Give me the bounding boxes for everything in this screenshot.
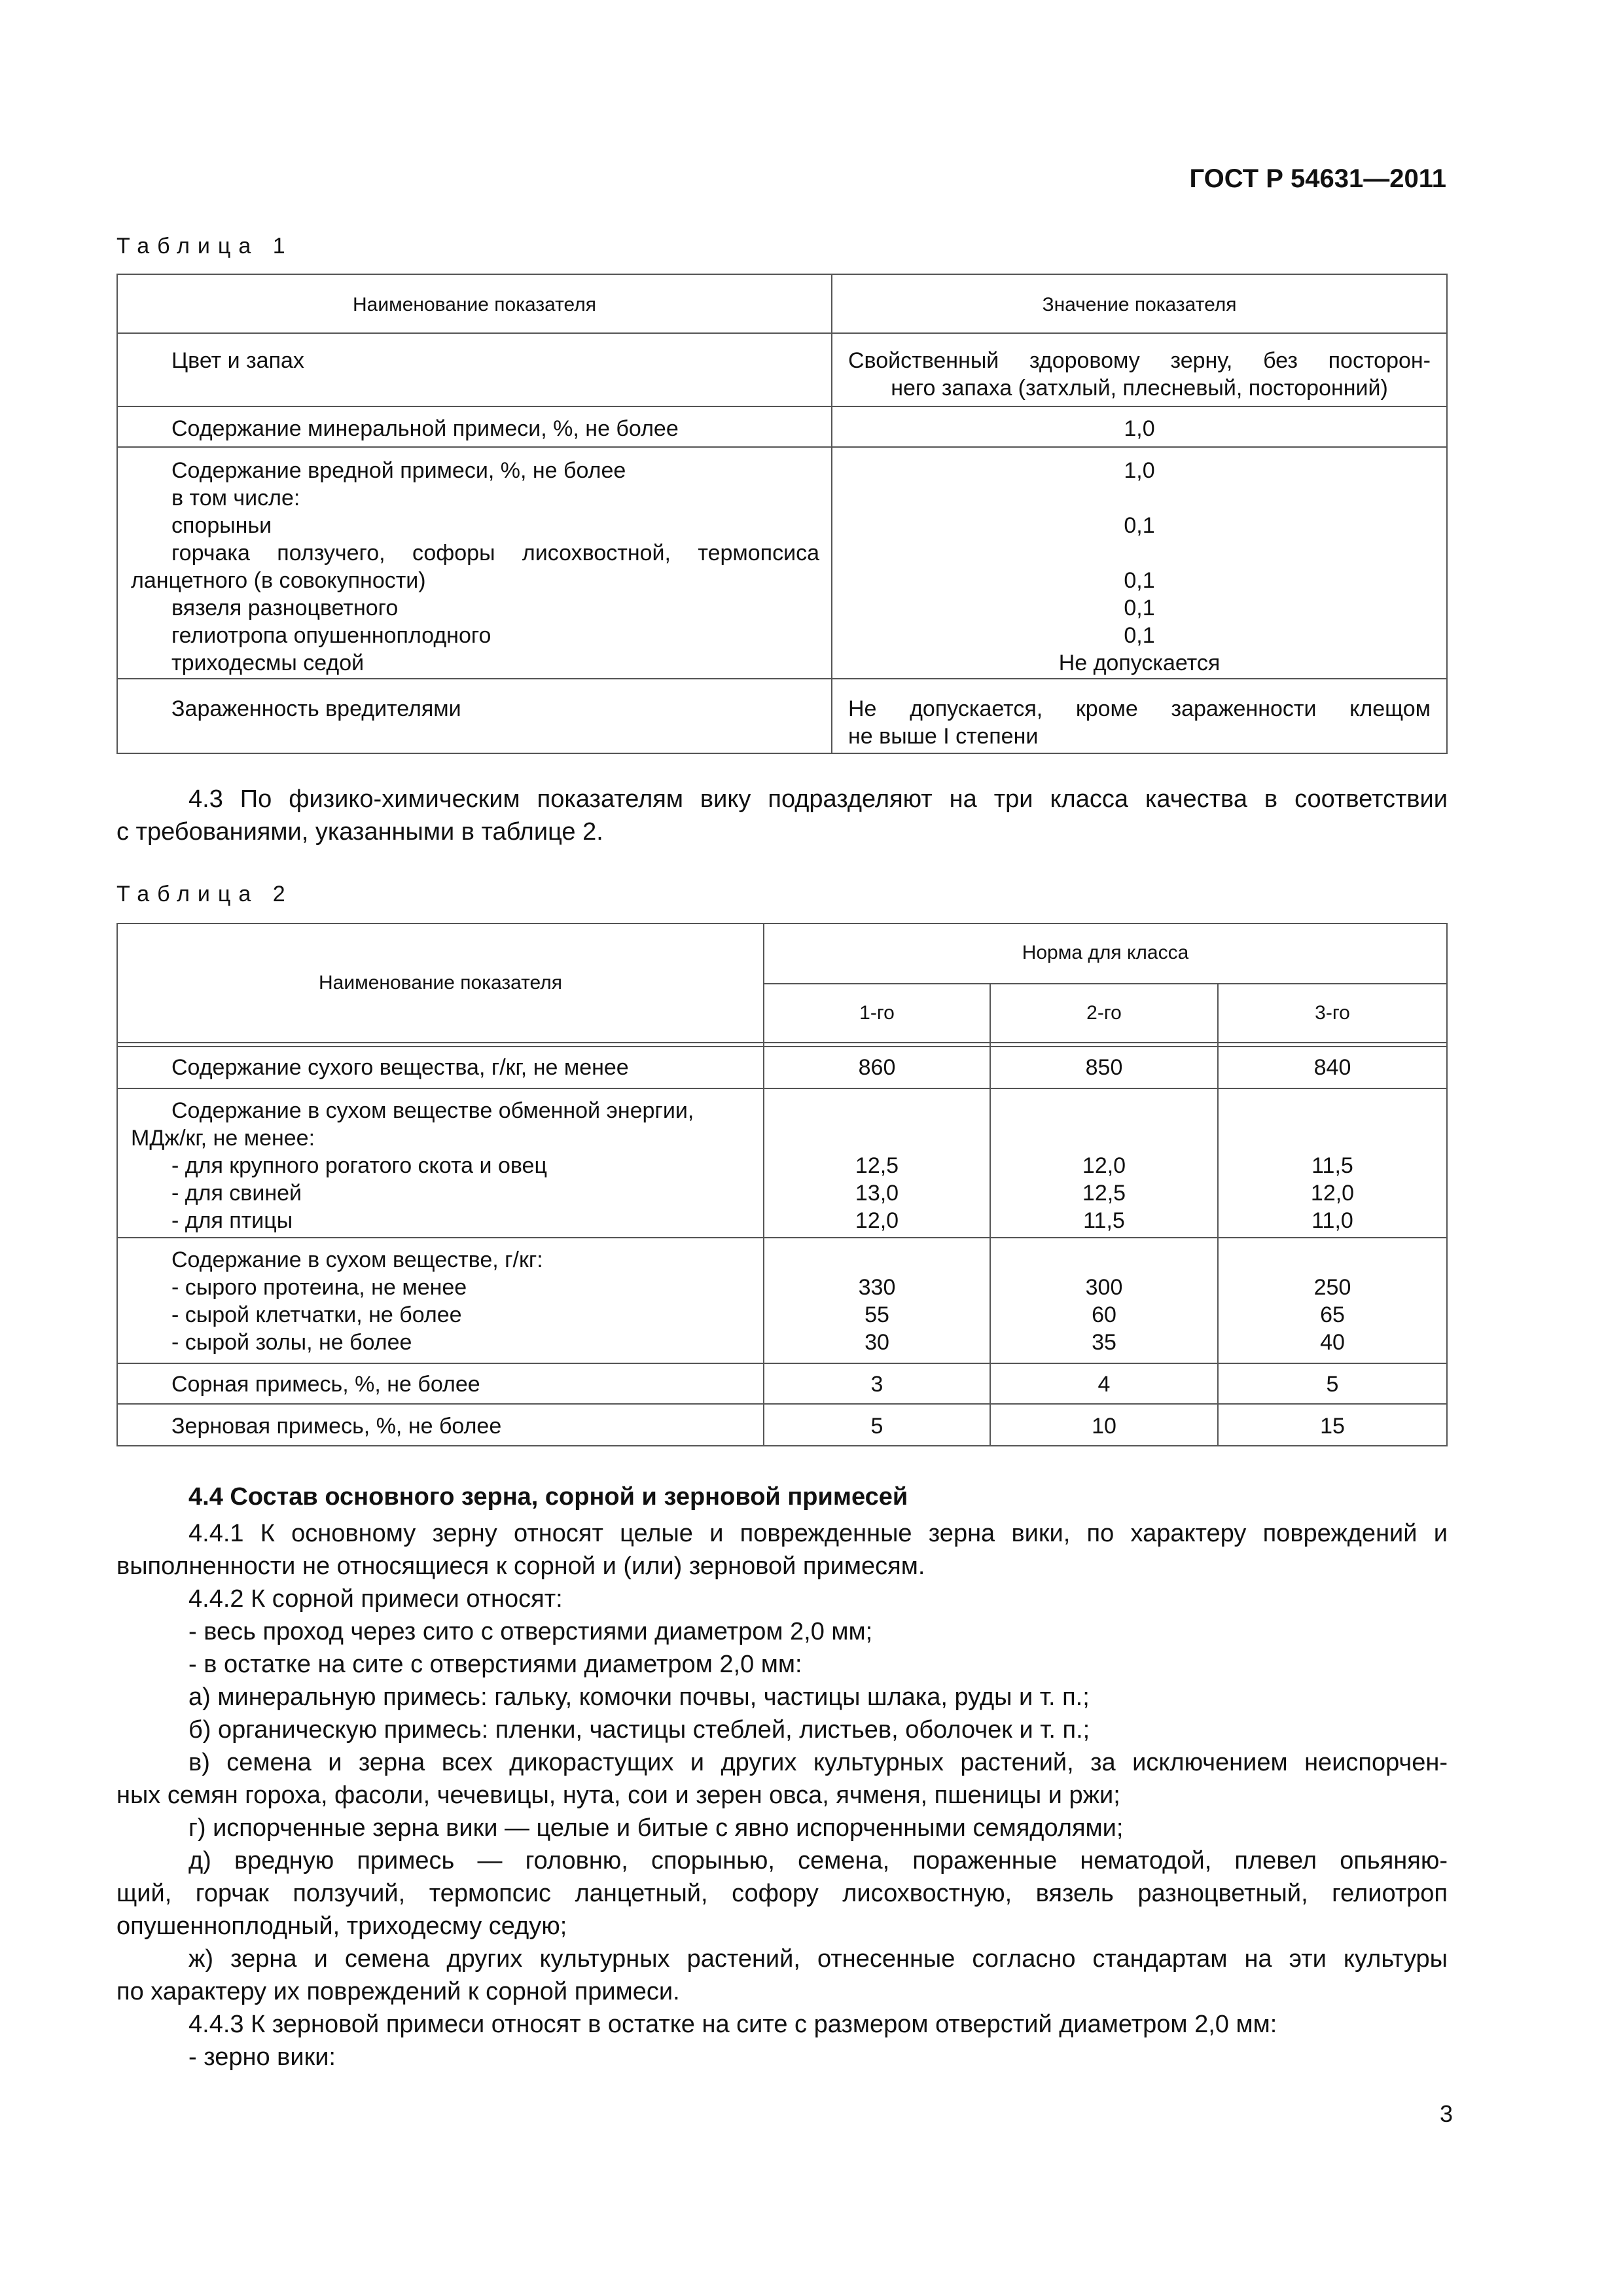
list-item: - весь проход через сито с отверстиями диаметром 2,0 мм; — [188, 1618, 873, 1645]
table-row-value: Не допускается, кроме зараженности клещом не выше I степени — [848, 696, 1431, 749]
table2-header-group: Норма для класса — [1022, 942, 1189, 963]
table-cell: 10 — [1092, 1414, 1116, 1439]
table-row-value: Свойственный здоровому зерну, без посторон- него запаха (затхлый, плесневый, посторонний) — [848, 348, 1431, 401]
list-item: а) минеральную примесь: гальку, комочки почвы, частицы шлака, руды и т. п.; — [188, 1683, 1090, 1711]
table1-header-value: Значение показателя — [1042, 294, 1237, 315]
table2-class-1: 1-го — [859, 1002, 895, 1024]
list-item: д) вредную примесь — головню, спорынью, семена, пораженные нематодой, плевел опьяняю- — [188, 1847, 1448, 1874]
table-row: Содержание в сухом веществе, г/кг: - сырого протеина, не менее - сырой клетчатки, не более - сырой золы, не более — [171, 1247, 543, 1355]
table-cell: 300 60 35 — [1085, 1275, 1123, 1355]
table-cell: 860 — [858, 1055, 896, 1080]
table-row-value: 1,0 0,1 0,1 0,1 0,1 Не допускается — [1058, 458, 1221, 675]
document-code: ГОСТ Р 54631—2011 — [1189, 164, 1446, 193]
table-cell: 11,5 12,0 11,0 — [1310, 1153, 1355, 1233]
list-item: - зерно вики: — [188, 2043, 336, 2071]
table-cell: 850 — [1085, 1055, 1123, 1080]
table-cell: 12,0 12,5 11,5 — [1082, 1153, 1126, 1233]
table-row: Цвет и запах — [171, 348, 304, 373]
paragraph-4-4-2: 4.4.2 К сорной примеси относят: — [188, 1585, 563, 1613]
section-heading: 4.4 Состав основного зерна, сорной и зерновой примесей — [188, 1483, 908, 1511]
list-item: в) семена и зерна всех дикорастущих и других культурных растений, за исключением неиспорчен- — [188, 1749, 1448, 1776]
table-cell: 3 — [870, 1372, 883, 1397]
table-row: Зерновая примесь, %, не более — [171, 1414, 502, 1439]
page-number: 3 — [1439, 2100, 1453, 2127]
table2-class-3: 3-го — [1315, 1002, 1350, 1024]
list-item: ж) зерна и семена других культурных растений, отнесенные согласно стандартам на эти культуры — [188, 1945, 1448, 1973]
table2-class-2: 2-го — [1086, 1002, 1122, 1024]
table-row: Содержание сухого вещества, г/кг, не менее — [171, 1055, 629, 1080]
list-item: - в остатке на сите с отверстиями диаметром 2,0 мм: — [188, 1651, 802, 1678]
table-cell: 15 — [1320, 1414, 1345, 1439]
table-cell: 5 — [1326, 1372, 1339, 1397]
table1-caption: Таблица 1 — [116, 234, 293, 259]
table-cell: 12,5 13,0 12,0 — [855, 1153, 899, 1233]
paragraph-4-3: 4.3 По физико-химическим показателям вику подразделяют на три класса качества в соответствии с требованиями, указанными в таблице 2. — [116, 785, 1448, 846]
table2-caption: Таблица 2 — [116, 882, 293, 906]
table-row: Содержание в сухом веществе обменной энергии, МДж/кг, не менее: - для крупного рогатого скота и овец - для свиней - для птицы — [131, 1098, 694, 1233]
list-item: б) органическую примесь: пленки, частицы стеблей, листьев, оболочек и т. п.; — [188, 1716, 1090, 1744]
table-cell: 4 — [1097, 1372, 1111, 1397]
paragraph-4-4-1: 4.4.1 К основному зерну относят целые и поврежденные зерна вики, по характеру повреждений и — [188, 1520, 1448, 1547]
table2-header-name: Наименование показателя — [319, 972, 562, 994]
section-4-4: 4.4 Состав основного зерна, сорной и зерновой примесей 4.4.1 К основному зерну относят целые и поврежденные зерна вики, по характеру повреждений и выполненности не относящиеся к сорной и (или) зерновой примесям. 4.4.2 К сорной примеси относят: - весь проход через сито с отверстиями диаметром 2,0 мм; - в остатке на сите с отверстиями диаметром 2,0 мм: а) минеральную примесь: гальку, комочки почвы, частицы шлака, руды и т. п.; б) органическую примесь: пленки, частицы стеблей, листьев, оболочек и т. п.; в) семена и зерна всех дикорастущих и других культурных растений, за исключением неиспорчен- ных семян гороха, фасоли, чечевицы, нута, сои и зерен овса, ячменя, пшеницы и ржи; г) испорченные зерна вики — целые и битые с явно испорченными семядолями; д) вредную примесь — головню, спорынью, семена, пораженные нематодой, плевел опьяняю- щий, горчак ползучий, термопсис ланцетный, софору лисохвостную, вязель разноцветный, гелиотроп опушенноплодный, триходесму седую; ж) зерна и семена других культурных растений, отнесенные согласно стандартам на эти культуры по характеру их повреждений к сорной примеси. 4.4.3 К зерновой примеси относят в остатке на сите с размером отверстий диаметром 2,0 мм: - зерно вики: — [116, 1480, 1448, 2073]
table-row: Сорная примесь, %, не более — [171, 1372, 480, 1397]
table-row: Содержание вредной примеси, %, не более в том числе: спорыньи горчака ползучего, софоры лисохвостной, термопсиса ланцетного (в совокупности) вязеля разноцветного гелиотропа опушенноплодного триходесмы седой — [131, 458, 819, 675]
list-item: г) испорченные зерна вики — целые и битые с явно испорченными семядолями; — [188, 1814, 1124, 1842]
paragraph-4-4-3: 4.4.3 К зерновой примеси относят в остатке на сите с размером отверстий диаметром 2,0 мм: — [188, 2011, 1277, 2038]
table-cell: 330 55 30 — [858, 1275, 896, 1355]
table-cell: 840 — [1313, 1055, 1351, 1080]
table1-header-name: Наименование показателя — [353, 294, 596, 315]
table-cell: 250 65 40 — [1313, 1275, 1351, 1355]
table-row: Зараженность вредителями — [171, 696, 461, 721]
table-row: Содержание минеральной примеси, %, не более — [171, 416, 679, 441]
table-row-value: 1,0 — [1124, 416, 1155, 441]
table-cell: 5 — [870, 1414, 883, 1439]
